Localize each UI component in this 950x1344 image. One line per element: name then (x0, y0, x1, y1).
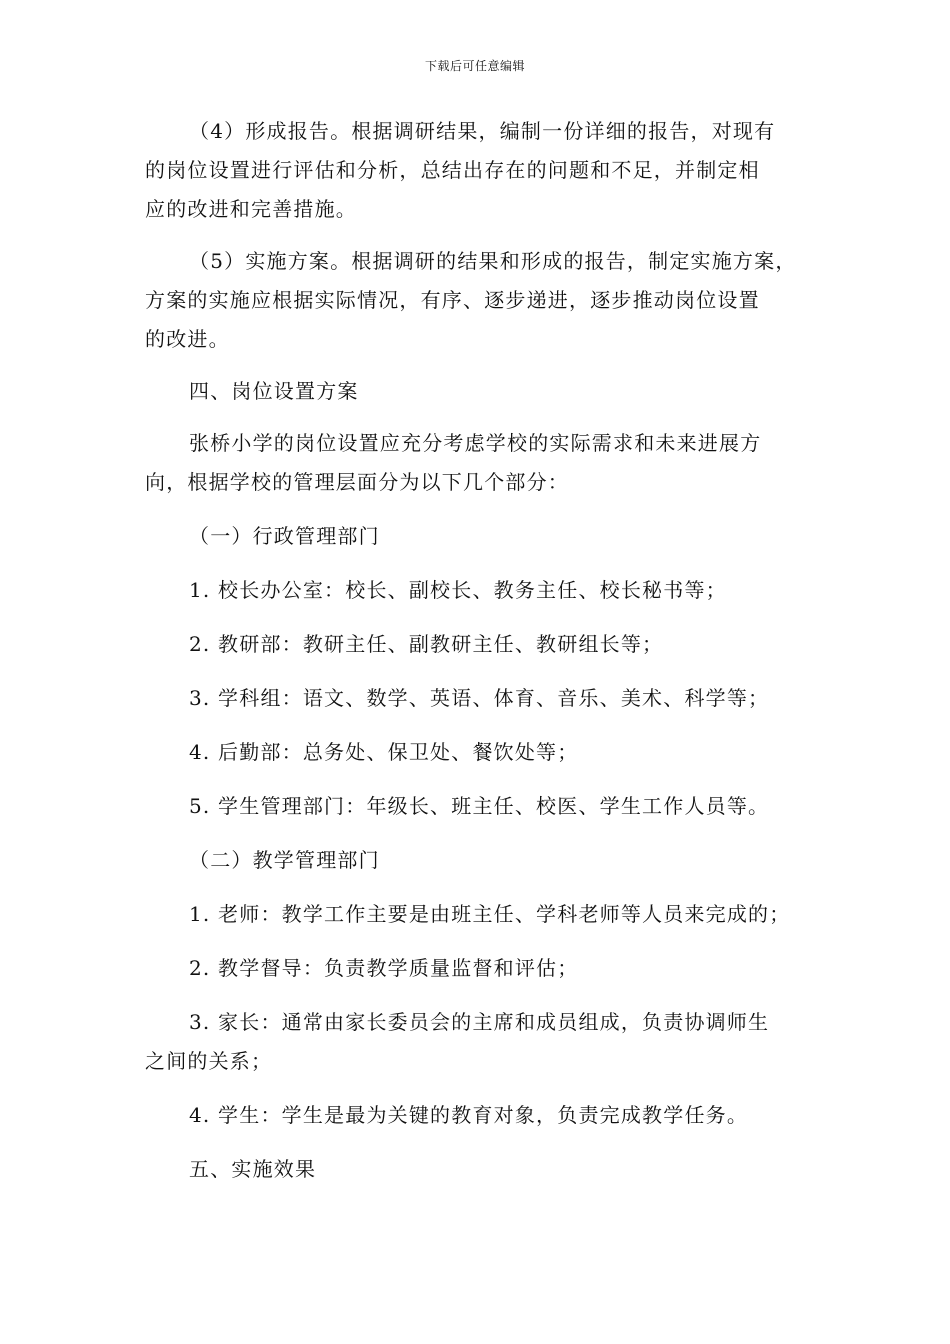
paragraph-line: 的岗位设置进行评估和分析，总结出存在的问题和不足，并制定相 (145, 158, 760, 182)
list-item (145, 679, 813, 718)
paragraph-line: 4. 后勤部：总务处、保卫处、餐饮处等； (189, 740, 579, 764)
paragraph-line: 之间的关系； (145, 1049, 273, 1073)
list-item (145, 733, 813, 772)
paragraph-line: 2. 教学督导：负责教学质量监督和评估； (189, 956, 579, 980)
list-item (145, 949, 813, 988)
paragraph-intro (145, 424, 813, 502)
subsection-heading-teaching (145, 841, 813, 880)
paragraph-line: 四、岗位设置方案 (189, 379, 359, 403)
paragraph-line: 应的改进和完善措施。 (145, 197, 357, 221)
paragraph-line: 五、实施效果 (189, 1157, 317, 1181)
section-heading-5 (145, 1150, 813, 1189)
paragraph-line: 4. 学生：学生是最为关键的教育对象，负责完成教学任务。 (189, 1103, 749, 1127)
paragraph-line: （4）形成报告。根据调研结果，编制一份详细的报告，对现有 (189, 119, 776, 143)
document-body (145, 112, 813, 1189)
section-heading-4 (145, 372, 813, 411)
paragraph-line: （5）实施方案。根据调研的结果和形成的报告，制定实施方案， (189, 249, 797, 273)
list-item (145, 787, 813, 826)
paragraph-line: 3. 家长：通常由家长委员会的主席和成员组成，负责协调师生 (189, 1010, 770, 1034)
paragraph-line: 1. 校长办公室：校长、副校长、教务主任、校长秘书等； (189, 578, 727, 602)
list-item (145, 625, 813, 664)
page-header: 下载后可任意编辑 (424, 59, 525, 73)
paragraph-report (145, 112, 813, 229)
paragraph-implementation-plan (145, 242, 813, 359)
list-item (145, 1096, 813, 1135)
paragraph-line: 1. 老师：教学工作主要是由班主任、学科老师等人员来完成的； (189, 902, 791, 926)
subsection-heading-admin (145, 517, 813, 556)
paragraph-line: 3. 学科组：语文、数学、英语、体育、音乐、美术、科学等； (189, 686, 770, 710)
list-item (145, 571, 813, 610)
paragraph-line: 2. 教研部：教研主任、副教研主任、教研组长等； (189, 632, 664, 656)
paragraph-line: （二）教学管理部门 (189, 848, 380, 872)
paragraph-line: 方案的实施应根据实际情况，有序、逐步递进，逐步推动岗位设置 (145, 288, 760, 312)
paragraph-line: 的改进。 (145, 327, 230, 351)
paragraph-line: 向，根据学校的管理层面分为以下几个部分： (145, 470, 569, 494)
paragraph-line: （一）行政管理部门 (189, 524, 380, 548)
paragraph-line: 张桥小学的岗位设置应充分考虑学校的实际需求和未来进展方 (189, 431, 762, 455)
paragraph-line: 5. 学生管理部门：年级长、班主任、校医、学生工作人员等。 (189, 794, 770, 818)
list-item (145, 1003, 813, 1081)
list-item (145, 895, 813, 934)
